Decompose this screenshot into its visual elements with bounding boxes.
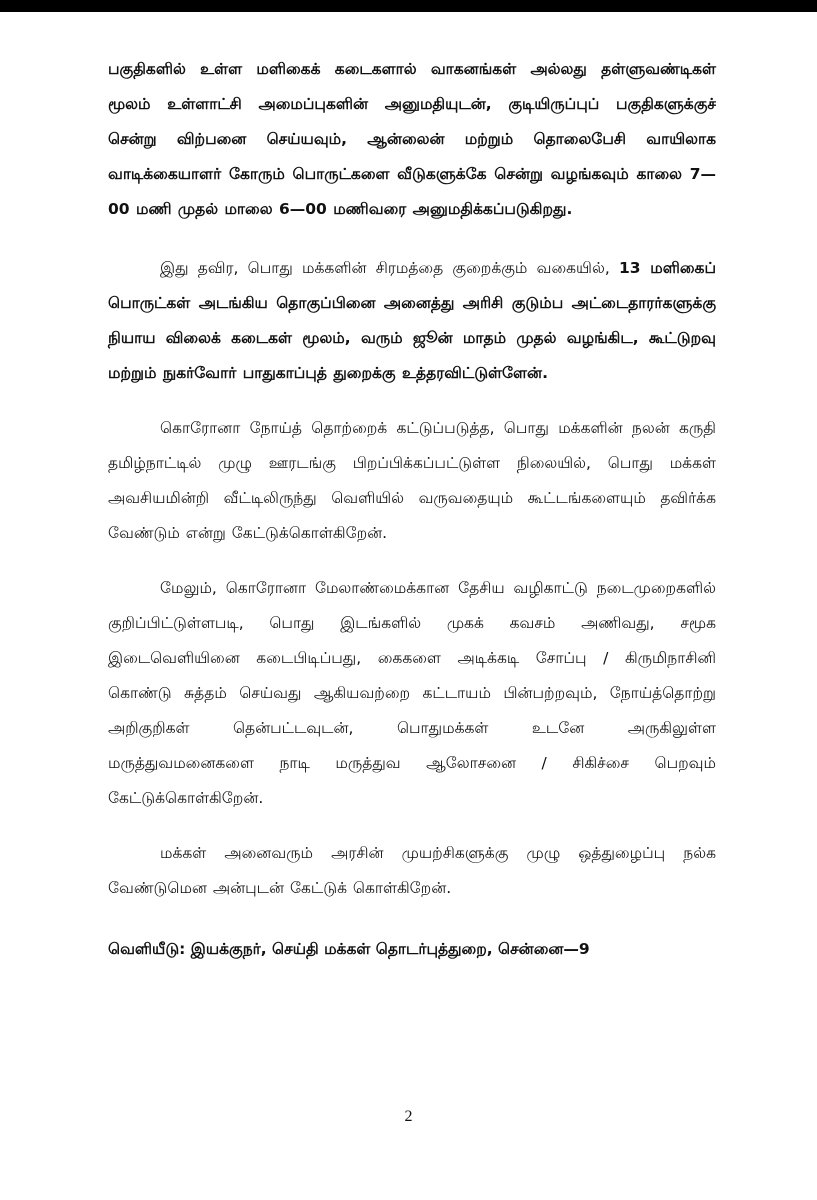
document-page bbox=[108, 52, 716, 967]
paragraph-text: மக்கள் அனைவரும் அரசின் முயற்சிகளுக்கு முழு ஒத்துழைப்பு நல்க வேண்டுமென அன்புடன் கேட்டுக் கொள்கிறேன். bbox=[108, 844, 716, 897]
paragraph-cooperation bbox=[108, 836, 716, 906]
paragraph-text: இது தவிர, பொது மக்களின் சிரமத்தை குறைக்கும் வகையில், bbox=[160, 259, 619, 277]
paragraph-lockdown-request bbox=[108, 411, 716, 551]
paragraph-grocery-kit bbox=[108, 251, 716, 391]
paragraph-shop-timings bbox=[108, 52, 716, 227]
paragraph-text: மேலும், கொரோனா மேலாண்மைக்கான தேசிய வழிகாட்டு நடைமுறைகளில் குறிப்பிட்டுள்ளபடி, பொது இடங்களில் முகக் கவசம் அணிவது, சமூக இடைவெளியினை கடைபிடிப்பது, கைகளை அடிக்கடி சோப்பு / கிருமிநாசினி கொண்டு சுத்தம் செய்வது ஆகியவற்றை கட்டாயம் பின்பற்றவும், நோய்த்தொற்று அறிகுறிகள் தென்பட்டவுடன், பொதுமக்கள் உடனே அருகிலுள்ள மருத்துவமனைகளை நாடி மருத்துவ ஆலோசனை / சிகிச்சை பெறவும் கேட்டுக்கொள்கிறேன். bbox=[108, 579, 716, 807]
paragraph-text: பகுதிகளில் உள்ள மளிகைக் கடைகளால் வாகனங்கள் அல்லது தள்ளுவண்டிகள் மூலம் உள்ளாட்சி அமைப்புகளின் அனுமதியுடன், குடியிருப்புப் பகுதிகளுக்குச் சென்று விற்பனை செய்யவும், ஆன்லைன் மற்றும் தொலைபேசி வாயிலாக வாடிக்கையாளர் கோரும் பொருட்களை வீடுகளுக்கே சென்று வழங்கவும் காலை 7—00 மணி முதல் மாலை 6—00 மணிவரை அனுமதிக்கப்படுகிறது. bbox=[108, 60, 716, 218]
publisher-line: வெளியீடு: இயக்குநர், செய்தி மக்கள் தொடர்புத்துறை, சென்னை—9 bbox=[108, 940, 590, 958]
paragraph-guidelines bbox=[108, 571, 716, 816]
top-edge-bar bbox=[0, 0, 817, 12]
page-number: 2 bbox=[404, 1108, 413, 1125]
paragraph-text-bold: 13 மளிகைப் பொருட்கள் அடங்கிய தொகுப்பினை அனைத்து அரிசி குடும்ப அட்டைதாரர்களுக்கு நியாய விலைக் கடைகள் மூலம், வரும் ஜூன் மாதம் முதல் வழங்கிட, கூட்டுறவு மற்றும் நுகர்வோர் பாதுகாப்புத் துறைக்கு உத்தரவிட்டுள்ளேன். bbox=[108, 259, 716, 382]
paragraph-text: கொரோனா நோய்த் தொற்றைக் கட்டுப்படுத்த, பொது மக்களின் நலன் கருதி தமிழ்நாட்டில் முழு ஊரடங்கு பிறப்பிக்கப்பட்டுள்ள நிலையில், பொது மக்கள் அவசியமின்றி வீட்டிலிருந்து வெளியில் வருவதையும் கூட்டங்களையும் தவிர்க்க வேண்டும் என்று கேட்டுக்கொள்கிறேன். bbox=[108, 419, 716, 542]
